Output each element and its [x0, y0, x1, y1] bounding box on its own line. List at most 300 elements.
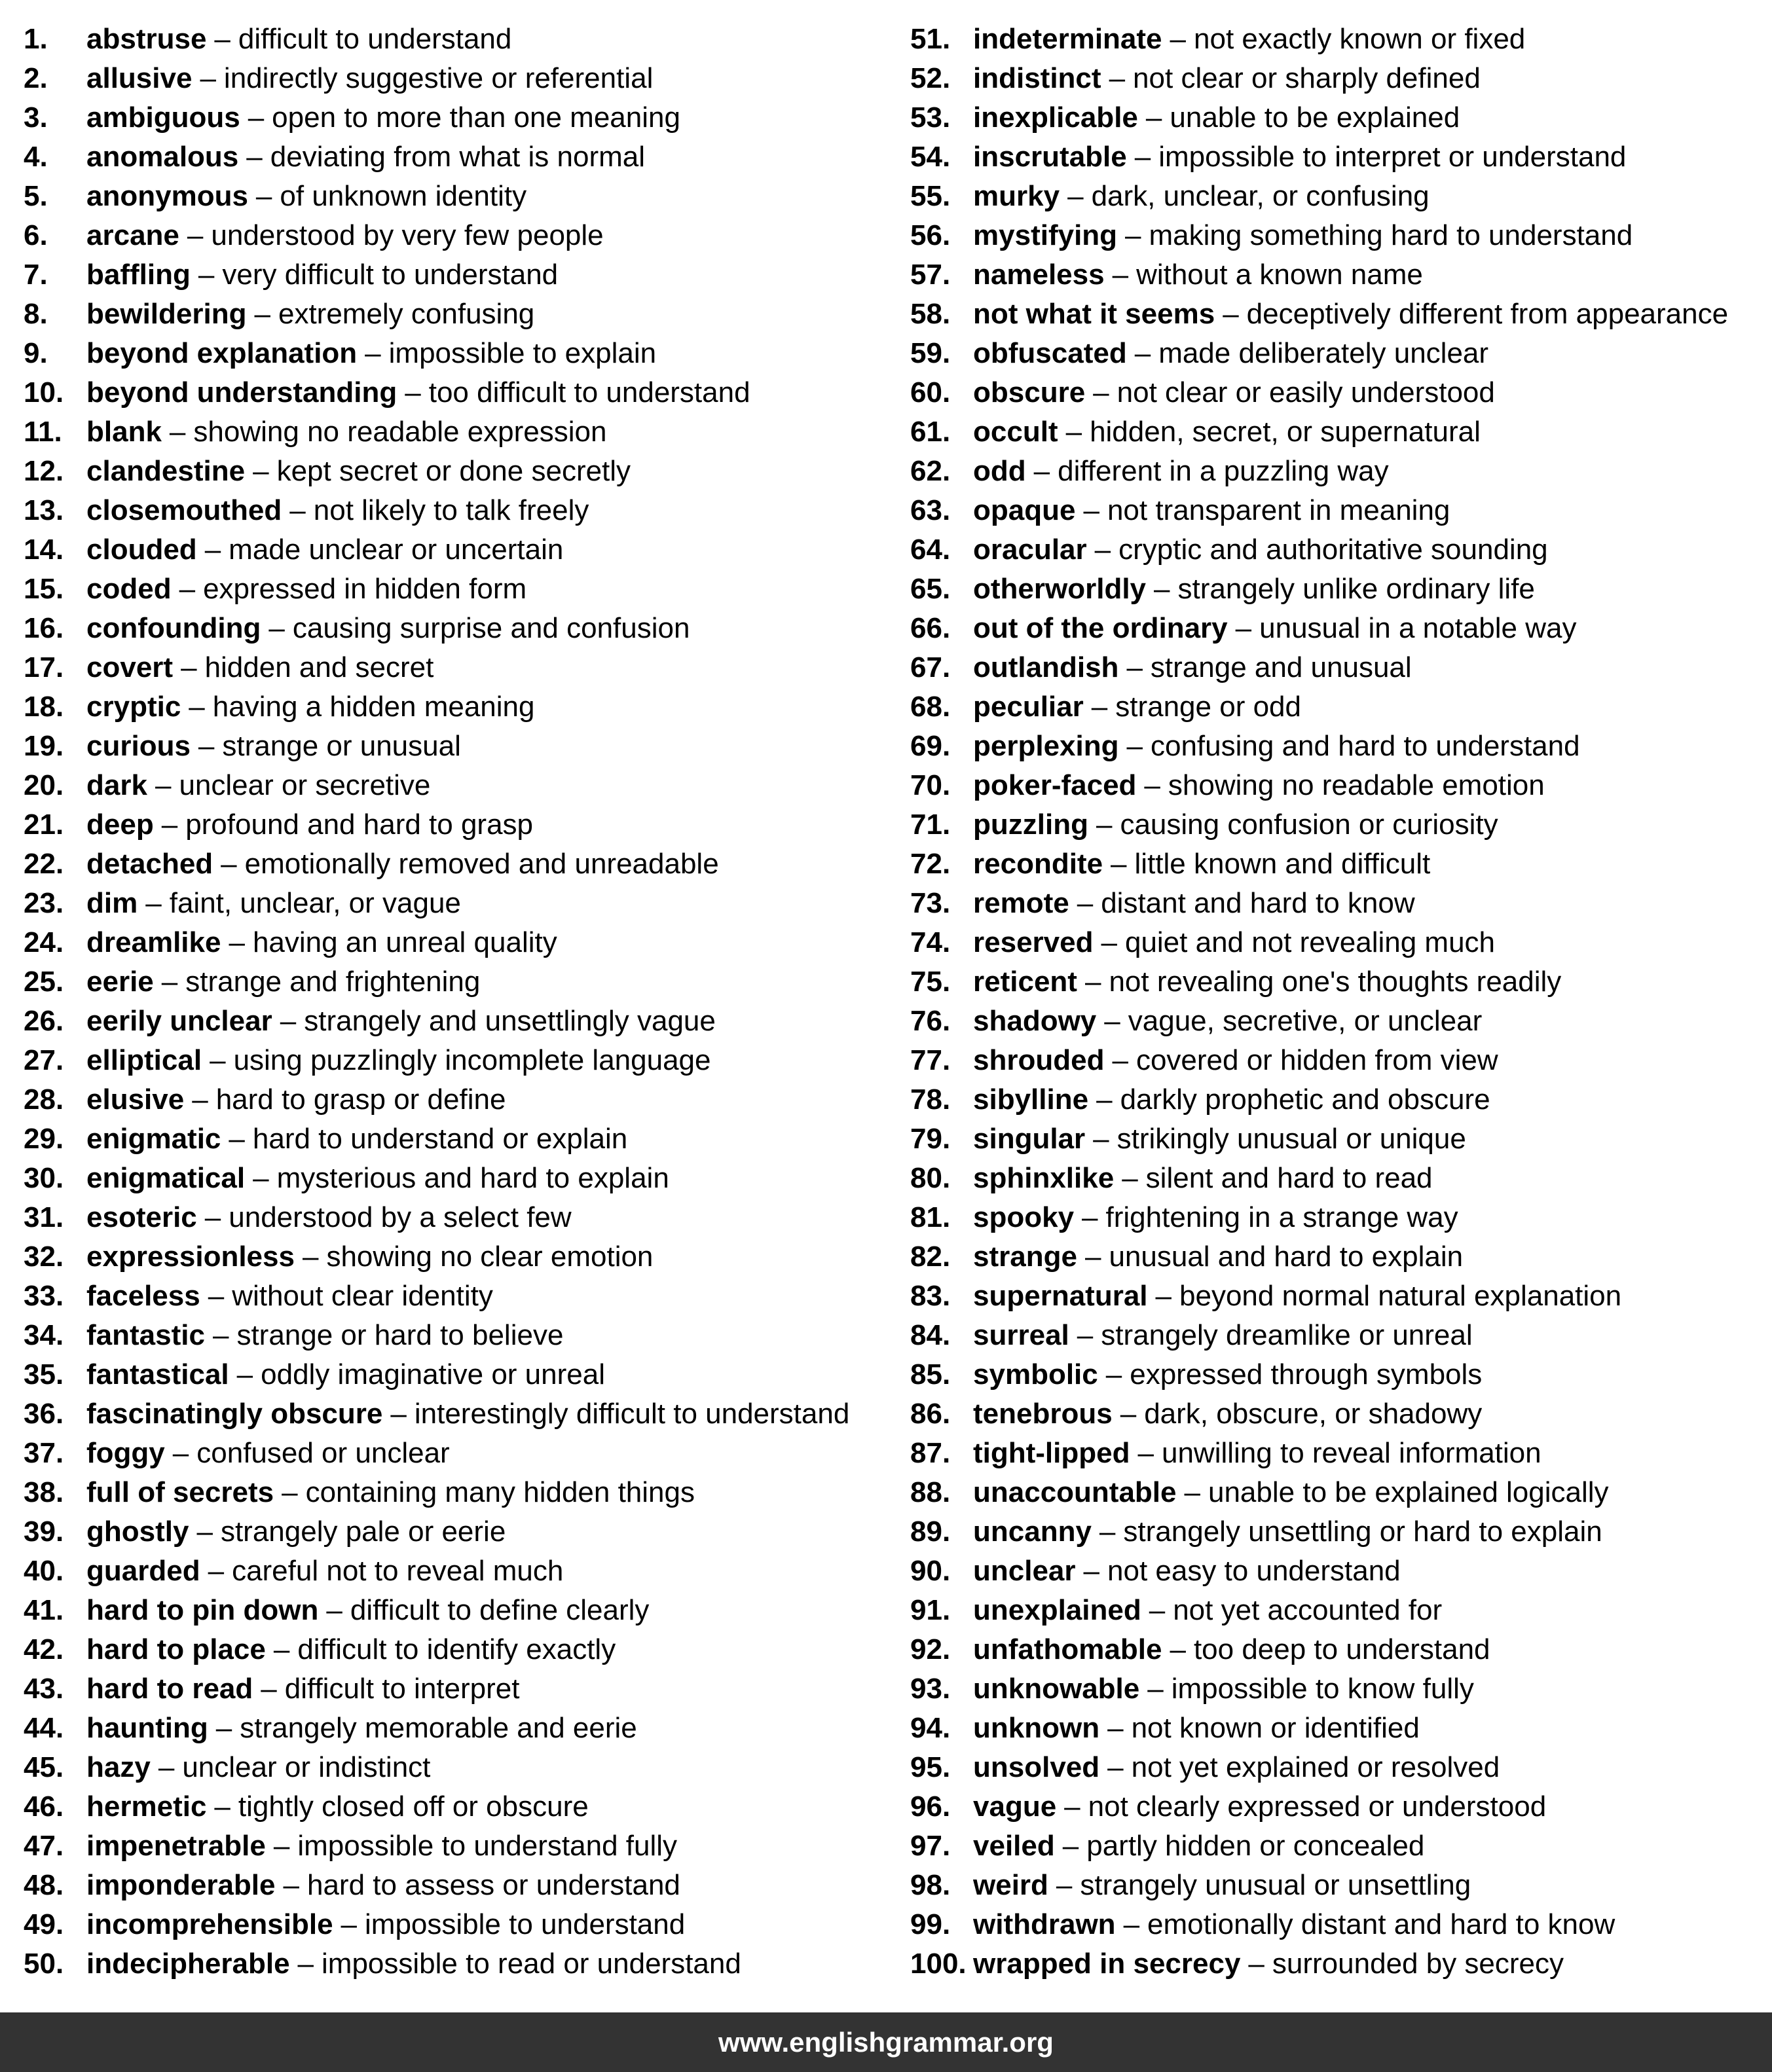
item-definition: hidden and secret — [204, 651, 434, 683]
item-definition: impossible to understand fully — [297, 1830, 678, 1862]
list-item — [24, 1002, 849, 1041]
item-term: dim — [86, 887, 138, 919]
item-term: remote — [973, 887, 1069, 919]
item-term: covert — [86, 651, 174, 683]
item-term: detached — [86, 848, 213, 880]
item-definition: partly hidden or concealed — [1086, 1830, 1425, 1862]
item-separator: – — [1170, 23, 1186, 55]
item-definition: not clear or easily understood — [1117, 376, 1495, 409]
list-item — [24, 1473, 849, 1512]
item-term: veiled — [973, 1830, 1055, 1862]
item-number: 11. — [24, 416, 62, 448]
item-definition: unwilling to reveal information — [1161, 1437, 1541, 1469]
list-item — [24, 609, 849, 648]
item-definition: difficult to interpret — [284, 1673, 520, 1705]
item-term: anomalous — [86, 141, 239, 173]
item-number: 46. — [24, 1790, 64, 1823]
item-term: shadowy — [973, 1005, 1097, 1037]
item-definition: deceptively different from appearance — [1246, 298, 1729, 330]
item-number: 33. — [24, 1280, 64, 1312]
item-definition: darkly prophetic and obscure — [1120, 1083, 1490, 1116]
item-definition: not clearly expressed or understood — [1088, 1790, 1547, 1823]
item-definition: difficult to identify exactly — [297, 1633, 616, 1665]
list-item — [910, 1709, 1728, 1748]
item-definition: made deliberately unclear — [1158, 337, 1489, 369]
item-separator: – — [145, 887, 162, 919]
item-term: surreal — [973, 1319, 1069, 1351]
item-term: inscrutable — [973, 141, 1127, 173]
item-separator: – — [1033, 455, 1050, 487]
item-number: 34. — [24, 1319, 64, 1351]
item-number: 90. — [910, 1555, 951, 1587]
item-term: occult — [973, 416, 1058, 448]
item-number: 56. — [910, 219, 951, 251]
item-separator: – — [158, 1751, 175, 1783]
list-item — [910, 1394, 1728, 1434]
item-number: 10. — [24, 376, 64, 409]
list-item — [24, 1905, 849, 1944]
item-term: murky — [973, 180, 1060, 212]
item-number: 12. — [24, 455, 64, 487]
item-separator: – — [204, 1201, 221, 1233]
item-number: 79. — [910, 1123, 951, 1155]
item-definition: extremely confusing — [278, 298, 535, 330]
item-term: vague — [973, 1790, 1057, 1823]
list-item — [24, 20, 849, 59]
item-number: 68. — [910, 691, 951, 723]
item-number: 49. — [24, 1908, 64, 1940]
item-separator: – — [169, 416, 186, 448]
item-term: ghostly — [86, 1516, 189, 1548]
item-term: indistinct — [973, 62, 1101, 94]
item-number: 73. — [910, 887, 951, 919]
item-definition: strange or unusual — [222, 730, 461, 762]
item-separator: – — [1170, 1633, 1186, 1665]
item-definition: impossible to explain — [388, 337, 657, 369]
item-term: abstruse — [86, 23, 207, 55]
item-definition: strange or odd — [1115, 691, 1301, 723]
list-item — [910, 137, 1728, 177]
item-number: 37. — [24, 1437, 64, 1469]
item-separator: – — [273, 1633, 290, 1665]
item-term: closemouthed — [86, 494, 282, 526]
footer-website[interactable]: www.englishgrammar.org — [718, 2026, 1054, 2058]
item-number: 89. — [910, 1516, 951, 1548]
item-definition: different in a puzzling way — [1058, 455, 1389, 487]
item-separator: – — [283, 1869, 299, 1901]
left-column — [24, 20, 849, 1984]
item-number: 20. — [24, 769, 64, 801]
list-item — [910, 373, 1728, 412]
item-definition: open to more than one meaning — [272, 101, 680, 134]
item-term: elusive — [86, 1083, 185, 1116]
item-definition: dark, obscure, or shadowy — [1144, 1398, 1483, 1430]
item-number: 28. — [24, 1083, 64, 1116]
item-separator: – — [1112, 1044, 1128, 1076]
item-term: hazy — [86, 1751, 151, 1783]
list-item — [910, 98, 1728, 137]
item-separator: – — [1067, 180, 1084, 212]
item-separator: – — [210, 1044, 226, 1076]
item-separator: – — [1094, 534, 1111, 566]
item-term: faceless — [86, 1280, 200, 1312]
list-item — [24, 491, 849, 530]
item-definition: showing no clear emotion — [326, 1241, 654, 1273]
item-separator: – — [261, 1673, 277, 1705]
item-separator: – — [1101, 926, 1117, 958]
list-item — [910, 1002, 1728, 1041]
item-term: anonymous — [86, 180, 248, 212]
item-separator: – — [1137, 1437, 1154, 1469]
item-term: beyond explanation — [86, 337, 358, 369]
item-separator: – — [1091, 691, 1108, 723]
item-separator: – — [1083, 1555, 1099, 1587]
list-item — [910, 923, 1728, 962]
item-number: 55. — [910, 180, 951, 212]
item-term: unknowable — [973, 1673, 1140, 1705]
item-number: 86. — [910, 1398, 951, 1430]
item-term: ambiguous — [86, 101, 240, 134]
item-number: 15. — [24, 573, 64, 605]
item-definition: distant and hard to know — [1101, 887, 1415, 919]
item-term: sibylline — [973, 1083, 1089, 1116]
list-item — [24, 1041, 849, 1080]
item-number: 19. — [24, 730, 64, 762]
item-separator: – — [1126, 651, 1143, 683]
item-definition: unclear or secretive — [179, 769, 431, 801]
item-term: perplexing — [973, 730, 1119, 762]
item-definition: hard to assess or understand — [306, 1869, 680, 1901]
item-definition: frightening in a strange way — [1105, 1201, 1458, 1233]
item-number: 13. — [24, 494, 64, 526]
item-definition: not yet accounted for — [1173, 1594, 1443, 1626]
item-term: baffling — [86, 259, 191, 291]
item-term: tenebrous — [973, 1398, 1113, 1430]
item-definition: too difficult to understand — [428, 376, 750, 409]
item-definition: not easy to understand — [1107, 1555, 1401, 1587]
item-number: 32. — [24, 1241, 64, 1273]
list-item — [24, 216, 849, 255]
item-definition: containing many hidden things — [305, 1476, 695, 1508]
item-number: 57. — [910, 259, 951, 291]
item-number: 5. — [24, 180, 48, 212]
item-number: 6. — [24, 219, 48, 251]
item-number: 72. — [910, 848, 951, 880]
list-item — [24, 884, 849, 923]
list-item — [910, 334, 1728, 373]
item-term: outlandish — [973, 651, 1119, 683]
item-definition: indirectly suggestive or referential — [223, 62, 654, 94]
item-definition: strangely and unsettlingly vague — [304, 1005, 716, 1037]
item-number: 99. — [910, 1908, 951, 1940]
item-number: 58. — [910, 298, 951, 330]
item-separator: – — [214, 23, 231, 55]
list-item — [910, 1787, 1728, 1827]
list-item — [24, 1237, 849, 1277]
item-separator: – — [1107, 1712, 1124, 1744]
item-definition: without a known name — [1136, 259, 1423, 291]
list-item — [24, 177, 849, 216]
list-item — [24, 962, 849, 1002]
item-number: 31. — [24, 1201, 64, 1233]
list-item — [910, 648, 1728, 687]
list-item — [910, 1473, 1728, 1512]
item-separator: – — [1084, 1241, 1101, 1273]
item-separator: – — [1083, 494, 1099, 526]
item-term: beyond understanding — [86, 376, 397, 409]
item-number: 93. — [910, 1673, 951, 1705]
item-separator: – — [1104, 1005, 1120, 1037]
item-term: hermetic — [86, 1790, 207, 1823]
item-separator: – — [1154, 573, 1170, 605]
item-term: recondite — [973, 848, 1103, 880]
item-definition: not yet explained or resolved — [1131, 1751, 1500, 1783]
item-definition: beyond normal natural explanation — [1179, 1280, 1622, 1312]
item-definition: tightly closed off or obscure — [238, 1790, 589, 1823]
item-separator: – — [204, 534, 221, 566]
item-number: 45. — [24, 1751, 64, 1783]
item-separator: – — [1064, 1790, 1080, 1823]
item-definition: unusual and hard to explain — [1109, 1241, 1464, 1273]
item-term: indeterminate — [973, 23, 1162, 55]
item-term: expressionless — [86, 1241, 295, 1273]
list-item — [24, 1434, 849, 1473]
list-item — [910, 609, 1728, 648]
item-number: 95. — [910, 1751, 951, 1783]
item-term: sphinxlike — [973, 1162, 1115, 1194]
item-term: strange — [973, 1241, 1077, 1273]
item-definition: not likely to talk freely — [313, 494, 589, 526]
list-item — [24, 1119, 849, 1159]
item-definition: covered or hidden from view — [1135, 1044, 1498, 1076]
item-separator: – — [208, 1280, 225, 1312]
item-separator: – — [1084, 966, 1101, 998]
item-number: 98. — [910, 1869, 951, 1901]
item-definition: kept secret or done secretly — [276, 455, 631, 487]
item-number: 85. — [910, 1358, 951, 1390]
list-item — [24, 648, 849, 687]
item-definition: strangely unusual or unsettling — [1080, 1869, 1471, 1901]
item-term: esoteric — [86, 1201, 197, 1233]
item-term: fantastical — [86, 1358, 229, 1390]
item-term: obfuscated — [973, 337, 1127, 369]
item-term: peculiar — [973, 691, 1084, 723]
list-item — [24, 687, 849, 727]
item-separator: – — [161, 966, 178, 998]
item-separator: – — [280, 1005, 297, 1037]
item-separator: – — [326, 1594, 342, 1626]
list-item — [24, 1198, 849, 1237]
item-separator: – — [221, 848, 237, 880]
item-separator: – — [1184, 1476, 1200, 1508]
footer-bar — [0, 2012, 1772, 2072]
list-item — [910, 884, 1728, 923]
item-term: cryptic — [86, 691, 181, 723]
list-item — [24, 373, 849, 412]
item-separator: – — [341, 1908, 358, 1940]
item-definition: expressed through symbols — [1130, 1358, 1483, 1390]
item-number: 2. — [24, 62, 48, 94]
item-number: 29. — [24, 1123, 64, 1155]
item-definition: impossible to read or understand — [322, 1948, 741, 1980]
item-number: 82. — [910, 1241, 951, 1273]
item-term: opaque — [973, 494, 1076, 526]
item-separator: – — [1093, 376, 1109, 409]
item-definition: having an unreal quality — [252, 926, 557, 958]
item-number: 80. — [910, 1162, 951, 1194]
list-item — [910, 1669, 1728, 1709]
item-definition: cryptic and authoritative sounding — [1118, 534, 1548, 566]
list-item — [910, 1080, 1728, 1119]
list-item — [24, 1080, 849, 1119]
item-number: 23. — [24, 887, 64, 919]
item-number: 4. — [24, 141, 48, 173]
item-term: hard to read — [86, 1673, 253, 1705]
item-number: 39. — [24, 1516, 64, 1548]
item-term: fantastic — [86, 1319, 205, 1351]
item-term: clandestine — [86, 455, 246, 487]
list-item — [24, 1394, 849, 1434]
item-number: 59. — [910, 337, 951, 369]
item-number: 21. — [24, 809, 64, 841]
item-separator: – — [1056, 1869, 1073, 1901]
item-number: 70. — [910, 769, 951, 801]
item-term: otherworldly — [973, 573, 1147, 605]
item-separator: – — [302, 1241, 319, 1273]
item-number: 77. — [910, 1044, 951, 1076]
item-definition: having a hidden meaning — [212, 691, 535, 723]
item-term: elliptical — [86, 1044, 202, 1076]
item-term: shrouded — [973, 1044, 1105, 1076]
list-item — [910, 805, 1728, 845]
item-separator: – — [297, 1948, 314, 1980]
item-term: tight-lipped — [973, 1437, 1130, 1469]
list-item — [24, 412, 849, 452]
item-number: 8. — [24, 298, 48, 330]
item-definition: quiet and not revealing much — [1124, 926, 1496, 958]
item-separator: – — [172, 1437, 189, 1469]
item-separator: – — [192, 1083, 208, 1116]
item-separator: – — [1077, 1319, 1094, 1351]
item-definition: strangely pale or eerie — [220, 1516, 506, 1548]
item-number: 78. — [910, 1083, 951, 1116]
list-item — [910, 1866, 1728, 1905]
item-definition: causing confusion or curiosity — [1120, 809, 1498, 841]
item-number: 47. — [24, 1830, 64, 1862]
item-term: full of secrets — [86, 1476, 274, 1508]
item-definition: vague, secretive, or unclear — [1128, 1005, 1483, 1037]
list-item — [910, 687, 1728, 727]
item-definition: strikingly unusual or unique — [1117, 1123, 1466, 1155]
item-number: 27. — [24, 1044, 64, 1076]
list-item — [24, 1669, 849, 1709]
item-definition: strange and frightening — [185, 966, 481, 998]
item-definition: unable to be explained — [1170, 101, 1460, 134]
item-definition: hidden, secret, or supernatural — [1090, 416, 1481, 448]
item-term: enigmatical — [86, 1162, 246, 1194]
item-separator: – — [365, 337, 381, 369]
item-term: indecipherable — [86, 1948, 290, 1980]
item-term: inexplicable — [973, 101, 1138, 134]
item-separator: – — [215, 1712, 232, 1744]
item-separator: – — [1093, 1123, 1109, 1155]
list-item — [910, 452, 1728, 491]
item-number: 96. — [910, 1790, 951, 1823]
item-definition: hard to understand or explain — [252, 1123, 628, 1155]
list-item — [24, 1277, 849, 1316]
list-item — [910, 727, 1728, 766]
item-definition: without clear identity — [232, 1280, 493, 1312]
item-separator: – — [1065, 416, 1082, 448]
list-item — [910, 1434, 1728, 1473]
item-separator: – — [212, 1319, 229, 1351]
item-definition: using puzzlingly incomplete language — [233, 1044, 711, 1076]
item-number: 42. — [24, 1633, 64, 1665]
item-separator: – — [214, 1790, 231, 1823]
list-item — [24, 570, 849, 609]
list-item — [910, 530, 1728, 570]
item-definition: unable to be explained logically — [1208, 1476, 1609, 1508]
item-term: mystifying — [973, 219, 1118, 251]
list-item — [24, 727, 849, 766]
item-definition: impossible to know fully — [1171, 1673, 1474, 1705]
item-separator: – — [155, 769, 172, 801]
list-item — [910, 1552, 1728, 1591]
item-separator: – — [1235, 612, 1252, 644]
item-number: 66. — [910, 612, 951, 644]
item-definition: strangely unsettling or hard to explain — [1123, 1516, 1602, 1548]
item-term: puzzling — [973, 809, 1088, 841]
item-definition: expressed in hidden form — [203, 573, 527, 605]
item-term: unclear — [973, 1555, 1076, 1587]
item-number: 74. — [910, 926, 951, 958]
item-term: clouded — [86, 534, 197, 566]
list-item — [910, 1827, 1728, 1866]
item-number: 60. — [910, 376, 951, 409]
item-term: foggy — [86, 1437, 165, 1469]
item-definition: not clear or sharply defined — [1133, 62, 1481, 94]
item-definition: mysterious and hard to explain — [276, 1162, 669, 1194]
item-number: 81. — [910, 1201, 951, 1233]
item-term: unknown — [973, 1712, 1100, 1744]
item-term: not what it seems — [973, 298, 1215, 330]
item-number: 67. — [910, 651, 951, 683]
list-item — [910, 845, 1728, 884]
item-definition: making something hard to understand — [1149, 219, 1633, 251]
list-item — [910, 1159, 1728, 1198]
list-item — [910, 1905, 1728, 1944]
item-definition: profound and hard to grasp — [185, 809, 534, 841]
item-separator: – — [229, 926, 245, 958]
item-definition: of unknown identity — [280, 180, 527, 212]
item-term: unexplained — [973, 1594, 1141, 1626]
item-term: enigmatic — [86, 1123, 221, 1155]
item-definition: surrounded by secrecy — [1272, 1948, 1564, 1980]
item-separator: – — [200, 62, 216, 94]
item-term: odd — [973, 455, 1026, 487]
item-number: 30. — [24, 1162, 64, 1194]
item-term: impenetrable — [86, 1830, 266, 1862]
item-definition: dark, unclear, or confusing — [1091, 180, 1430, 212]
item-number: 40. — [24, 1555, 64, 1587]
item-number: 64. — [910, 534, 951, 566]
item-separator: – — [405, 376, 421, 409]
item-term: coded — [86, 573, 172, 605]
item-definition: emotionally removed and unreadable — [244, 848, 719, 880]
list-item — [24, 845, 849, 884]
item-separator: – — [1144, 769, 1160, 801]
list-item — [910, 412, 1728, 452]
